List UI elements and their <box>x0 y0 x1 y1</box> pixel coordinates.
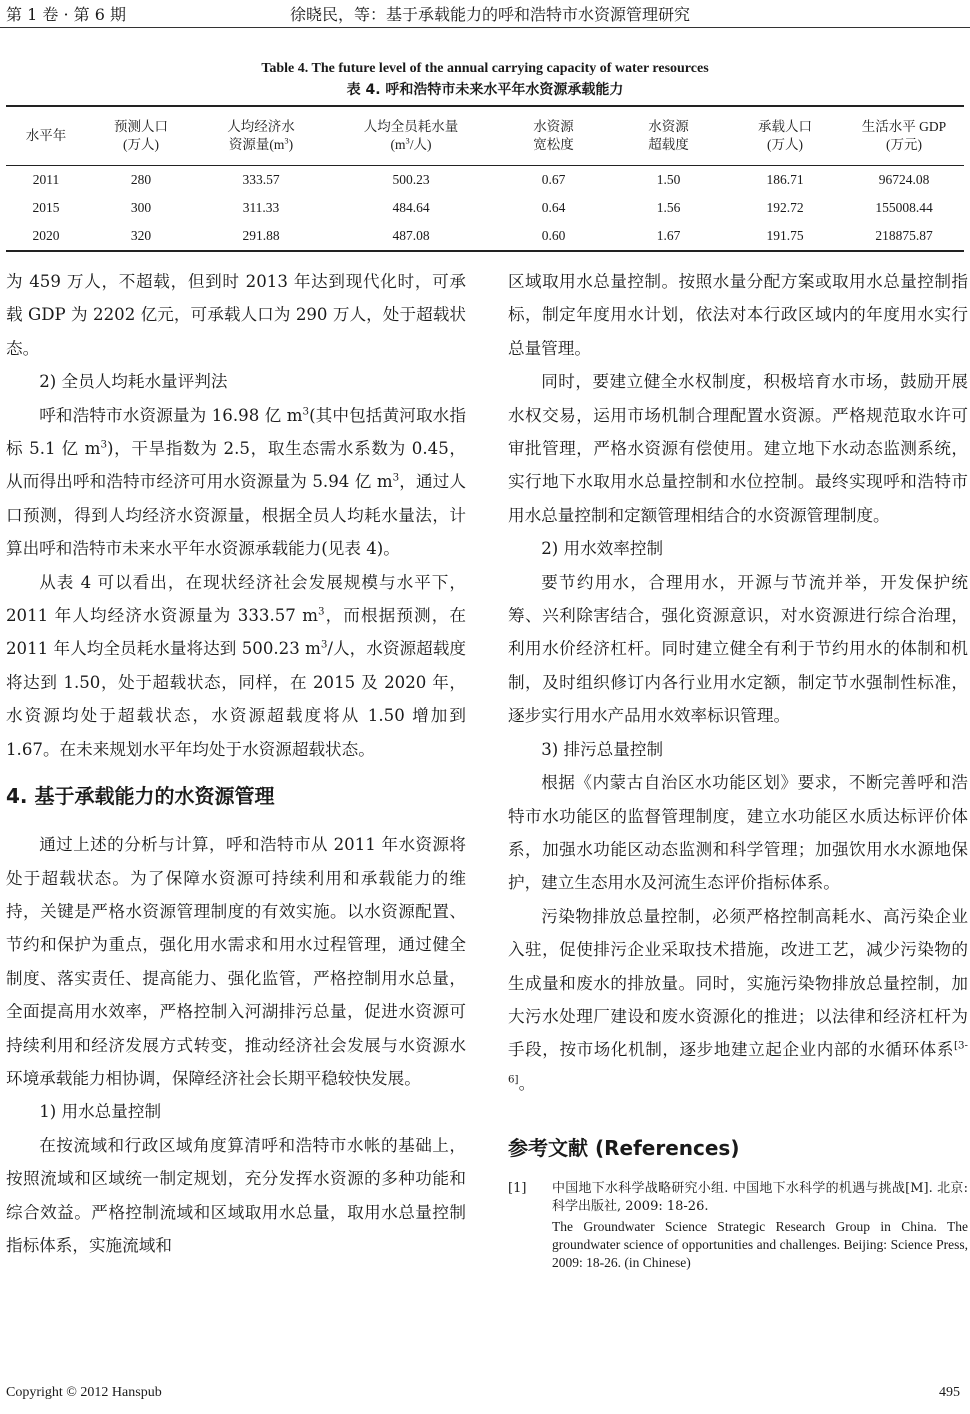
paragraph: 呼和浩特市水资源量为 16.98 亿 $m^3$(其中包括黄河取水指标 5.1 亿 $m^3$)，干旱指数为 2.5，取生态需水系数为 0.45，从而得出呼和浩特市经济可用水资源量为 5.94 亿 $m^3$，通过人口预测，得到人均经济水资源量，根据全员人均耗水量法，计算出呼和浩特市未来水平年水资源承载能力(见表 4)。 <box>6 405 467 559</box>
subsection-heading: 2) 用水效率控制 <box>541 539 664 559</box>
table-row <box>6 166 964 195</box>
page-number: 495 <box>939 1385 960 1400</box>
table-cell: 0.60 <box>496 222 611 251</box>
paragraph: 区域取用水总量控制。按照水量分配方案或取用水总量控制指标，制定年度用水计划，依法对本行政区域内的年度用水实行总量管理。 <box>508 272 968 358</box>
left-column <box>6 265 466 1262</box>
table-cell: 500.23 <box>392 172 430 187</box>
running-header <box>0 0 970 28</box>
table-cell: 1.67 <box>611 222 726 251</box>
subsection-heading: 1) 用水总量控制 <box>39 1102 162 1122</box>
header-water-overload: 水资源 超载度 <box>611 106 726 166</box>
citation: [3-6] <box>508 1039 968 1086</box>
table-cell: 218875.87 <box>844 222 964 251</box>
table-cell: 186.71 <box>766 172 804 187</box>
reference-zh: 中国地下水科学战略研究小组. 中国地下水科学的机遇与挑战[M]. 北京: 科学出版社, 2009: 18-26. <box>552 1181 968 1215</box>
table-cell: 487.08 <box>326 222 496 251</box>
table-cell: 96724.08 <box>878 172 930 187</box>
table-cell: 2015 <box>32 200 60 215</box>
table-cell: 1.50 <box>656 172 681 187</box>
header-per-capita-water-resources: 人均经济水 资源量$(m^3)$ <box>196 106 326 166</box>
table-cell: 484.64 <box>392 200 430 215</box>
paragraph: 根据《内蒙古自治区水功能区划》要求，不断完善呼和浩特市水功能区的监督管理制度，建立水功能区水质达标评价体系，加强水功能区动态监测和科学管理；加强饮用水水源地保护，建立生态用水及河流生态评价指标体系。 <box>508 773 968 893</box>
subsection-heading: 3) 排污总量控制 <box>541 739 664 759</box>
table-cell: 320 <box>86 222 196 251</box>
copyright: Copyright © 2012 Hanspub <box>6 1385 162 1400</box>
subsection-heading: 2) 全员人均耗水量评判法 <box>39 372 228 392</box>
reference-item <box>508 1180 968 1272</box>
header-year: 水平年 <box>6 106 86 166</box>
reference-list <box>508 1180 968 1272</box>
reference-en: The Groundwater Science Strategic Research Group in China. The groundwater science of opportunities and challenges. Beijing: Science Press, 2009: 18-26. (in Chinese) <box>552 1219 968 1271</box>
reference-number: [1] <box>508 1181 527 1197</box>
table-row <box>6 222 964 251</box>
table-cell: 2011 <box>32 172 60 187</box>
table-cell: 0.67 <box>541 172 566 187</box>
table-cell: 191.75 <box>726 222 844 251</box>
journal-volume-issue: 第 1 卷 · 第 6 期 <box>6 5 126 24</box>
header-water-looseness: 水资源 宽松度 <box>496 106 611 166</box>
header-carrying-population: 承载人口 (万人) <box>726 106 844 166</box>
table-cell: 300 <box>130 200 152 215</box>
paragraph: 为 459 万人，不超载，但到时 2013 年达到现代化时，可承载 GDP 为 2202 亿元，可承载人口为 290 万人，处于超载状态。 <box>6 272 466 358</box>
table-header-row <box>6 106 964 166</box>
table-caption-en: Table 4. The future level of the annual carrying capacity of water resources <box>261 61 709 76</box>
paragraph: 同时，要建立健全水权制度，积极培育水市场，鼓励开展水权交易，运用市场机制合理配置水资源。严格规范取水许可审批管理，严格水资源有偿使用。建立地下水动态监测系统，实行地下水取用水总量控制和水位控制。最终实现呼和浩特市用水总量控制和定额管理相结合的水资源管理制度。 <box>508 372 968 525</box>
table-row <box>6 194 964 222</box>
running-title: 徐晓民，等：基于承载能力的呼和浩特市水资源管理研究 <box>290 5 691 24</box>
table-cell: 1.56 <box>656 200 681 215</box>
table-cell: 155008.44 <box>875 200 933 215</box>
right-column <box>508 265 968 1272</box>
table-cell: 0.64 <box>541 200 566 215</box>
section-heading: 4. 基于承载能力的水资源管理 <box>6 784 275 809</box>
table-cell: 192.72 <box>766 200 804 215</box>
table-cell: 2020 <box>6 222 86 251</box>
table-caption-zh: 表 4. 呼和浩特市未来水平年水资源承载能力 <box>346 82 624 98</box>
header-per-capita-consumption: 人均全员耗水量 ($m^3/$人) <box>326 106 496 166</box>
table-cell: 291.88 <box>196 222 326 251</box>
header-gdp: 生活水平 GDP (万元) <box>844 106 964 166</box>
paragraph: 要节约用水，合理用水，开源与节流并举，开发保护统筹、兴利除害结合，强化资源意识，对水资源进行综合治理，利用水价经济杠杆。同时建立健全有利于节约用水的体制和机制，及时组织修订内各行业用水定额，制定节水强制性标准，逐步实行用水产品用水效率标识管理。 <box>508 572 968 726</box>
table-cell: 280 <box>130 172 152 187</box>
carrying-capacity-table <box>6 105 964 252</box>
paragraph: 污染物排放总量控制，必须严格控制高耗水、高污染企业入驻，促使排污企业采取技术措施，改进工艺，减少污染物的生成量和废水的排放量。同时，实施污染物排放总量控制，加大污水处理厂建设和废水资源化的推进；以法律和经济杠杆为手段，按市场化机制，逐步地建立起企业内部的水循环体系[3-6]。 <box>508 906 968 1093</box>
paragraph: 在按流域和行政区域角度算清呼和浩特市水帐的基础上，按照流域和区域统一制定规划，充分发挥水资源的多种功能和综合效益。严格控制流域和区域取用水总量，取用水总量控制指标体系，实施流域和 <box>6 1135 466 1255</box>
table-cell: 333.57 <box>242 172 280 187</box>
table-cell: 311.33 <box>242 200 280 215</box>
paragraph: 从表 4 可以看出，在现状经济社会发展规模与水平下，2011 年人均经济水资源量为 333.57 $m^3$，而根据预测，在 2011 年人均全员耗水量将达到 500.23 $m^3/$人，水资源超载度将达到 1.50，处于超载状态，同样，在 2015 及 2020 年，水资源均处于超载状态，水资源超载度将从 1.50 增加到 1.67。在未来规划水平年均处于水资源超载状态。 <box>6 572 466 759</box>
references-heading: 参考文献 (References) <box>508 1136 740 1161</box>
paragraph: 通过上述的分析与计算，呼和浩特市从 2011 年水资源将处于超载状态。为了保障水资源可持续利用和承载能力的维持，关键是严格水资源管理制度的有效实施。以水资源配置、节约和保护为重点，强化用水需求和用水过程管理，通过健全制度、落实责任、提高能力、强化监管，严格控制用水总量，全面提高用水效率，严格控制入河湖排污总量，促进水资源可持续利用和经济发展方式转变，推动经济社会发展与水资源水环境承载能力相协调，保障经济社会长期平稳较快发展。 <box>6 835 466 1088</box>
header-predicted-population: 预测人口 (万人) <box>86 106 196 166</box>
